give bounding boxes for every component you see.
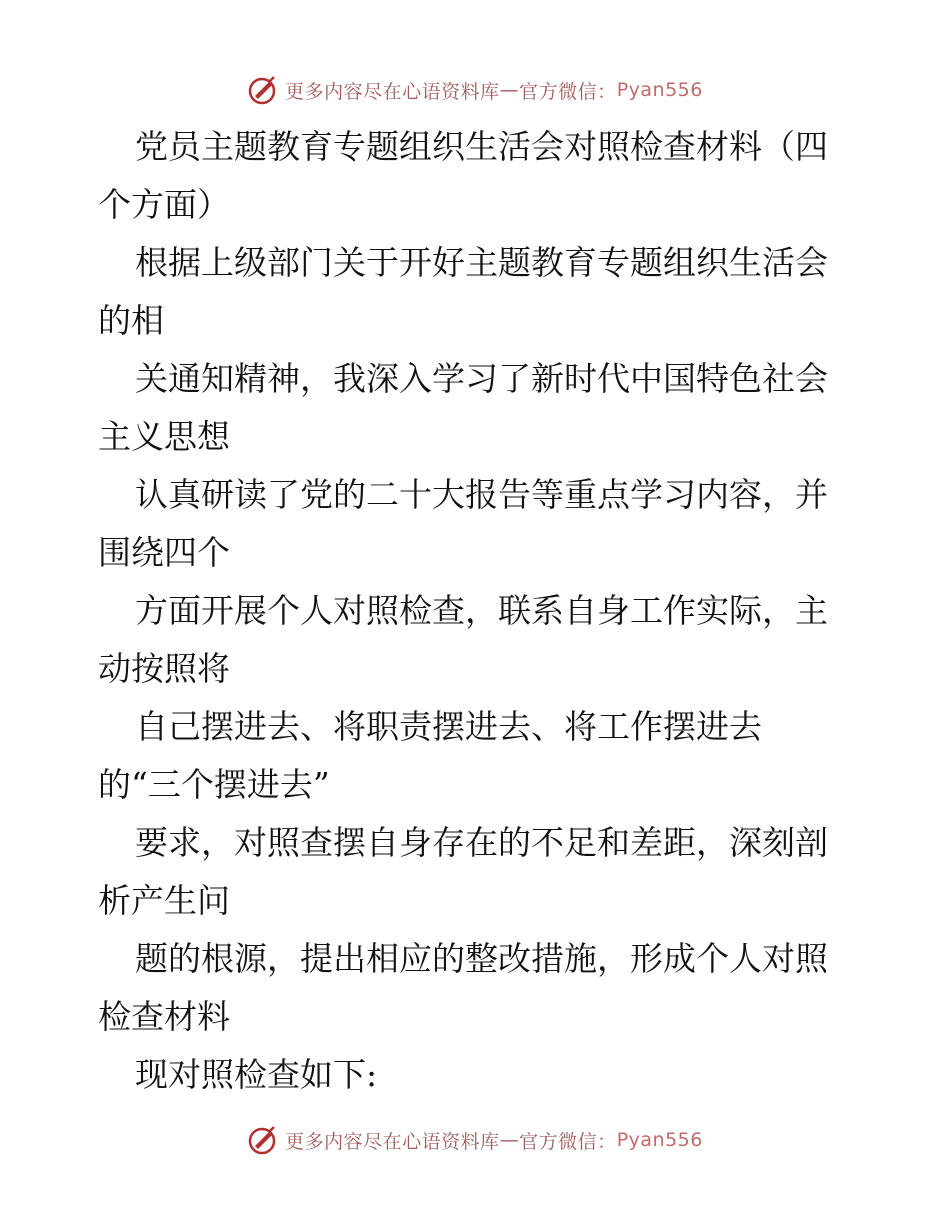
text-line: 认真研读了党的二十大报告等重点学习内容，并: [135, 475, 828, 514]
text-line: 个方面）: [98, 185, 230, 224]
text-line: 析产生问: [98, 881, 230, 920]
header-text: 更多内容尽在心语资料库: [285, 80, 500, 103]
footer-wechat-id: Pyan556: [616, 1129, 703, 1151]
text-line: 关通知精神，我深入学习了新时代中国特色社会: [135, 359, 828, 398]
header-dash: —: [499, 79, 520, 101]
text-line: 动按照将: [98, 649, 230, 688]
text-line: 主义思想: [98, 417, 230, 456]
text-line: 根据上级部门关于开好主题教育专题组织生活会: [135, 243, 828, 282]
header-wechat-id: Pyan556: [616, 79, 703, 101]
pen-logo-icon: [247, 1124, 279, 1156]
text-line: 现对照检查如下:: [135, 1055, 378, 1094]
pen-logo-icon: [247, 74, 279, 106]
footer-banner: [0, 1122, 950, 1158]
text-line: 检查材料: [98, 997, 230, 1036]
footer-dash: —: [499, 1129, 520, 1151]
text-line: 的“三个摆进去”: [98, 765, 330, 804]
footer-wechat-label: 官方微信：: [519, 1130, 617, 1153]
header-banner: [0, 72, 950, 108]
text-line: 方面开展个人对照检查，联系自身工作实际，主: [135, 591, 828, 630]
text-line: 党员主题教育专题组织生活会对照检查材料（四: [135, 127, 828, 166]
header-wechat-label: 官方微信：: [519, 80, 617, 103]
text-line: 的相: [98, 301, 164, 340]
text-line: 要求，对照查摆自身存在的不足和差距，深刻剖: [135, 823, 828, 862]
document-body: [98, 118, 858, 1104]
footer-text: 更多内容尽在心语资料库: [285, 1130, 500, 1153]
text-line: 围绕四个: [98, 533, 230, 572]
text-line: 自己摆进去、将职责摆进去、将工作摆进去: [135, 707, 762, 746]
text-line: 题的根源，提出相应的整改措施，形成个人对照: [135, 939, 828, 978]
